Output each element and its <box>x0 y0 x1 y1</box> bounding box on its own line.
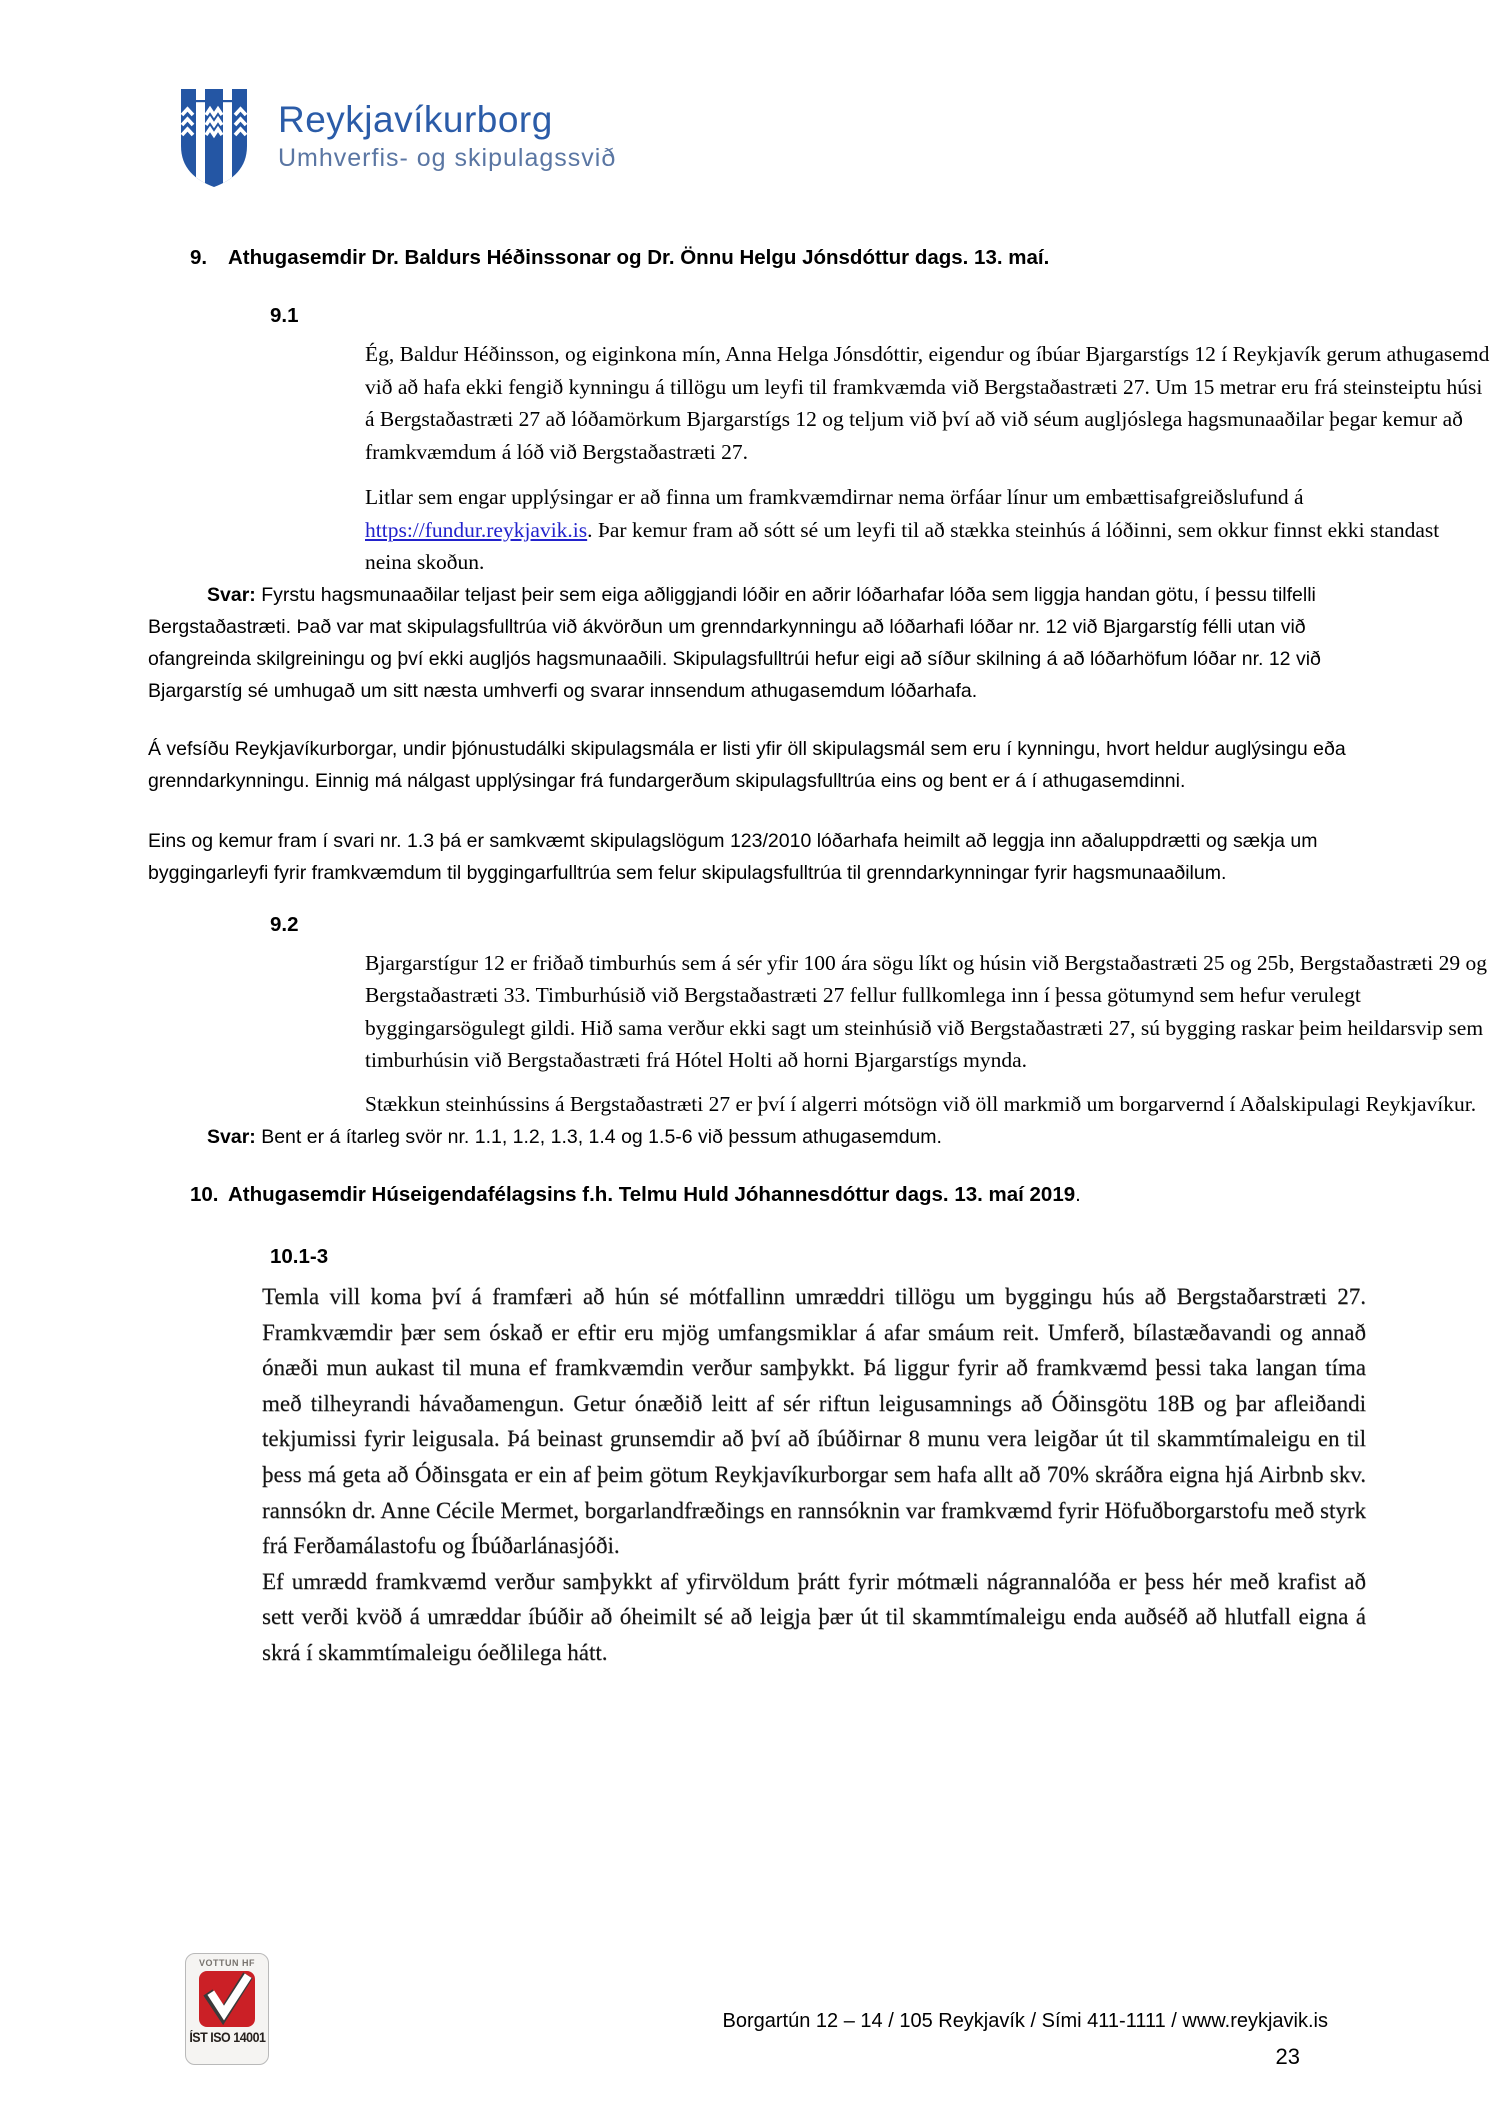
cert-vottun-label: VOTTUN HF <box>199 1958 255 1968</box>
section-10-number: 10. <box>190 1183 219 1206</box>
quote-10-1-b: Ef umrædd framkvæmd verður samþykkt af yfirvöldum þrátt fyrir mótmæli nágrannalóða er þess hér með krafist að sett verði kvöð á umræddar íbúðir að óheimilt sé að leigja þær út til skammtímaleigu enda auðséð að hlutfall eigna á skrá í skammtímaleigu óeðlilega hátt. <box>262 1568 1366 1665</box>
quote-9-1-b <box>365 481 1490 579</box>
quote-9-1-a: Ég, Baldur Héðinsson, og eiginkona mín, Anna Helga Jónsdóttir, eigendur og íbúar Bjargarstígs 12 í Reykjavík gerum athugasemd við að hafa ekki fengið kynningu á tillögu um leyfi til framkvæmda við Bergstaðastræti 27. Um 15 metrar eru frá steinsteiptu húsi á Bergstaðastræti 27 að lóðamörkum Bjargarstígs 12 og teljum við því að við séum augljóslega hagsmunaaðilar þegar kemur að framkvæmdum á lóð við Bergstaðastræti 27. <box>365 342 1490 464</box>
answer-9-2 <box>148 1121 1364 1153</box>
paragraph-planning-law: Eins og kemur fram í svari nr. 1.3 þá er samkvæmt skipulagslögum 123/2010 lóðarhafa heimilt að leggja inn aðaluppdrætti og sækja um byggingarleyfi fyrir framkvæmdum til byggingarfulltrúa sem felur skipulagsfulltrúa til grenndarkynningar fyrir hagsmunaaðilum. <box>148 829 1318 884</box>
subsection-9-1-label: 9.1 <box>270 304 299 327</box>
iso-14001-certification-badge <box>185 1953 269 2065</box>
page-number: 23 <box>1275 2044 1300 2069</box>
header-brand <box>180 88 616 188</box>
section-10-title-period: . <box>1075 1183 1081 1206</box>
fundur-reykjavik-link[interactable]: https://fundur.reykjavik.is <box>365 517 588 542</box>
reykjavik-coat-of-arms-icon <box>180 88 248 188</box>
footer-address: Borgartún 12 – 14 / 105 Reykjavík / Sími 411-1111 / www.reykjavik.is <box>722 2010 1328 2032</box>
org-department: Umhverfis- og skipulagssvið <box>278 144 617 172</box>
section-10-title: Athugasemdir Húseigendafélagsins f.h. Telmu Huld Jóhannesdóttur dags. 13. maí 2019. <box>228 1183 1081 1206</box>
org-name: Reykjavíkurborg <box>278 99 553 140</box>
answer-9-2-label: Svar: <box>207 1126 256 1148</box>
section-9-number: 9. <box>190 246 208 269</box>
paragraph-website-info: Á vefsíðu Reykjavíkurborgar, undir þjónustudálki skipulagsmála er listi yfir öll skipulagsmál sem eru í kynningu, hvort heldur auglýsingu eða grenndarkynningu. Einnig má nálgast upplýsingar frá fundargerðum skipulagsfulltrúa eins og bent er á í athugasemdinni. <box>148 737 1346 792</box>
subsection-9-2-label: 9.2 <box>270 912 299 936</box>
brand-text <box>278 88 616 173</box>
quote-9-1-b-post: . Þar kemur fram að sótt sé um leyfi til að stækka steinhús á lóðinni, sem okkur finnst ekki standast neina skoðun. <box>365 517 1440 574</box>
answer-9-1-label: Svar: <box>207 583 256 606</box>
answer-9-2-text: Bent er á ítarleg svör nr. 1.1, 1.2, 1.3, 1.4 og 1.5-6 við þessum athugasemdum. <box>255 1126 942 1148</box>
quote-9-1-b-pre: Litlar sem engar upplýsingar er að finna um framkvæmdirnar nema örfáar línur um embættisafgreiðslufund á <box>365 485 1304 509</box>
cert-iso-label: ÍST ISO 14001 <box>188 2030 266 2045</box>
answer-9-1-text: Fyrstu hagsmunaaðilar teljast þeir sem eiga aðliggjandi lóðir en aðrir lóðarhafar lóða sem liggja handan götu, í þessu tilfelli Bergstaðastræti. Það var mat skipulagsfulltrúa við ákvörðun um grenndarkynningu að lóðarhafi lóðar nr. 12 við Bjargarstíg félli utan við ofangreinda skilgreiningu og því ekki augljós hagsmunaaðili. Skipulagsfulltrúi hefur eigi að síður skilning á að lóðarhöfum lóðar nr. 12 við Bjargarstíg sé umhugað um sitt næsta umhverfi og svarar innsendum athugasemdum lóðarhafa. <box>148 583 1321 702</box>
section-9-title: Athugasemdir Dr. Baldurs Héðinssonar og Dr. Önnu Helgu Jónsdóttur dags. 13. maí. <box>228 246 1050 269</box>
quote-9-2-b: Stækkun steinhússins á Bergstaðastræti 27 er því í algerri mótsögn við öll markmið um borgarvernd í Aðalskipulagi Reykjavíkur. <box>365 1091 1477 1116</box>
quote-10-1-a: Temla vill koma því á framfæri að hún sé mótfallinn umræddri tillögu um byggingu hús að Bergstaðarstræti 27. Framkvæmdir þær sem óskað er eftir eru mjög umfangsmiklar á afar smáum reit. Umferð, bílastæðavandi og annað ónæði mun aukast til muna ef framkvæmdin verður samþykkt. Þá liggur fyrir að framkvæmd þessi taka langan tíma með tilheyrandi hávaðamengun. Getur ónæðið leitt af sér riftun leigusamnings að Óðinsgötu 18B og þar afleiðandi tekjumissi fyrir leigusala. Þá beinast grunsemdir að því að íbúðirnar 8 munu vera leigðar út til skammtímaleigu en til þess má geta að Óðinsgata er ein af þeim götum Reykjavíkurborgar sem hafa allt að 70% skráðra eigna hjá Airbnb skv. rannsókn dr. Anne Cécile Mermet, borgarlandfræðings en rannsóknin var framkvæmd fyrir Höfuðborgarstofu með styrk frá Ferðamálastofu og Íbúðarlánasjóði. <box>262 1284 1366 1559</box>
checkmark-icon <box>198 1970 256 2028</box>
section-10-heading <box>190 1181 1364 1209</box>
section-9-heading <box>190 244 1364 272</box>
answer-9-1 <box>148 579 1364 707</box>
quote-9-2-a: Bjargarstígur 12 er friðað timburhús sem á sér yfir 100 ára sögu líkt og húsin við Bergstaðastræti 25 og 25b, Bergstaðastræti 29 og Bergstaðastræti 33. Timburhúsið við Bergstaðastræti 27 fellur fullkomlega inn í þessa götumynd sem hefur verulegt byggingarsögulegt gildi. Hið sama verður ekki sagt um steinhúsið við Bergstaðastræti 27, sú bygging raskar þeim heildarsvip sem timburhúsin við Bergstaðastræti frá Hótel Holti að horni Bjargarstígs mynda. <box>365 950 1488 1072</box>
subsection-10-1-3-label: 10.1-3 <box>270 1245 329 1268</box>
document-content <box>148 244 1490 1671</box>
